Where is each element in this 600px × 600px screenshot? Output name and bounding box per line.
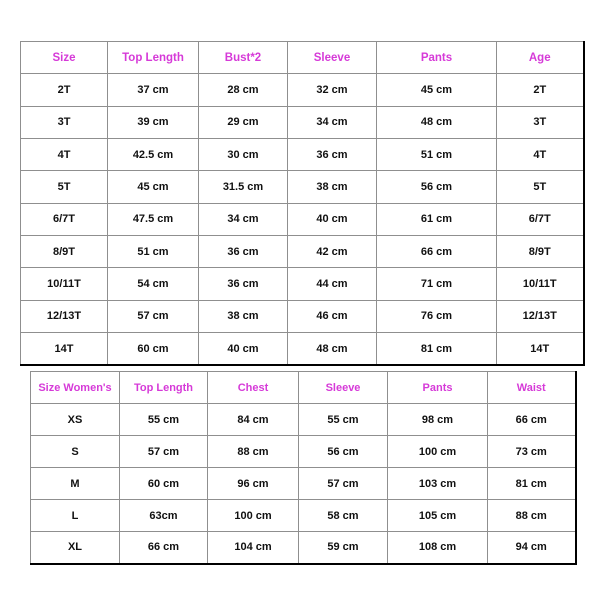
kids-table-cell: 34 cm xyxy=(288,106,377,138)
kids-table-cell: 4T xyxy=(497,139,584,171)
kids-table-cell: 36 cm xyxy=(199,268,288,300)
kids-table-cell: 66 cm xyxy=(377,236,497,268)
kids-table-row xyxy=(21,106,584,138)
kids-table-cell: 47.5 cm xyxy=(108,203,199,235)
kids-table-cell: 28 cm xyxy=(199,74,288,106)
kids-table-cell: 32 cm xyxy=(288,74,377,106)
women-table-cell: L xyxy=(31,500,120,532)
kids-table-cell: 54 cm xyxy=(108,268,199,300)
women-table-cell: 55 cm xyxy=(299,404,388,436)
kids-table-cell: 45 cm xyxy=(108,171,199,203)
kids-table-cell: 45 cm xyxy=(377,74,497,106)
women-header-row xyxy=(31,372,576,404)
kids-table-cell: 12/13T xyxy=(497,300,584,332)
women-table-cell: 84 cm xyxy=(208,404,299,436)
women-header-cell: Top Length xyxy=(120,372,208,404)
kids-table-cell: 4T xyxy=(21,139,108,171)
kids-table-cell: 29 cm xyxy=(199,106,288,138)
women-size-table xyxy=(30,371,577,565)
kids-table-row xyxy=(21,236,584,268)
women-header-cell: Waist xyxy=(488,372,576,404)
kids-table-cell: 51 cm xyxy=(108,236,199,268)
women-table-row xyxy=(31,404,576,436)
kids-table-cell: 14T xyxy=(21,333,108,365)
kids-table-cell: 40 cm xyxy=(288,203,377,235)
kids-table-cell: 38 cm xyxy=(199,300,288,332)
kids-table-cell: 81 cm xyxy=(377,333,497,365)
women-table-cell: 58 cm xyxy=(299,500,388,532)
kids-table-cell: 42 cm xyxy=(288,236,377,268)
kids-table-cell: 42.5 cm xyxy=(108,139,199,171)
women-header-cell: Sleeve xyxy=(299,372,388,404)
kids-table-cell: 39 cm xyxy=(108,106,199,138)
kids-table-cell: 2T xyxy=(21,74,108,106)
women-table-row xyxy=(31,436,576,468)
kids-table-cell: 76 cm xyxy=(377,300,497,332)
kids-header-cell: Sleeve xyxy=(288,42,377,74)
kids-header-cell: Age xyxy=(497,42,584,74)
kids-table-row xyxy=(21,139,584,171)
kids-table-cell: 12/13T xyxy=(21,300,108,332)
women-header-cell: Chest xyxy=(208,372,299,404)
kids-table-cell: 36 cm xyxy=(288,139,377,171)
kids-table-cell: 3T xyxy=(21,106,108,138)
women-table-cell: 103 cm xyxy=(388,468,488,500)
women-table-cell: 96 cm xyxy=(208,468,299,500)
women-table-cell: 57 cm xyxy=(299,468,388,500)
women-table-cell: 94 cm xyxy=(488,532,576,564)
kids-header-cell: Size xyxy=(21,42,108,74)
women-table-cell: 104 cm xyxy=(208,532,299,564)
kids-table-cell: 8/9T xyxy=(497,236,584,268)
kids-table-cell: 61 cm xyxy=(377,203,497,235)
women-table-cell: 66 cm xyxy=(120,532,208,564)
women-table-cell: M xyxy=(31,468,120,500)
kids-table-cell: 14T xyxy=(497,333,584,365)
kids-table-cell: 36 cm xyxy=(199,236,288,268)
kids-table-cell: 6/7T xyxy=(497,203,584,235)
women-header-cell: Size Women's xyxy=(31,372,120,404)
kids-table-row xyxy=(21,203,584,235)
women-table-cell: 63cm xyxy=(120,500,208,532)
kids-table-cell: 48 cm xyxy=(288,333,377,365)
women-table-row xyxy=(31,500,576,532)
women-table-row xyxy=(31,468,576,500)
kids-table-row xyxy=(21,300,584,332)
kids-table-row xyxy=(21,74,584,106)
kids-table-cell: 56 cm xyxy=(377,171,497,203)
kids-table-cell: 10/11T xyxy=(497,268,584,300)
kids-table-cell: 30 cm xyxy=(199,139,288,171)
kids-table-cell: 31.5 cm xyxy=(199,171,288,203)
women-table-cell: 88 cm xyxy=(208,436,299,468)
kids-table-cell: 51 cm xyxy=(377,139,497,171)
kids-header-cell: Pants xyxy=(377,42,497,74)
kids-table-row xyxy=(21,268,584,300)
kids-table-cell: 5T xyxy=(497,171,584,203)
kids-table-cell: 34 cm xyxy=(199,203,288,235)
women-table-cell: 105 cm xyxy=(388,500,488,532)
kids-table-cell: 71 cm xyxy=(377,268,497,300)
women-table-cell: 60 cm xyxy=(120,468,208,500)
women-table-cell: 100 cm xyxy=(208,500,299,532)
women-table-cell: XS xyxy=(31,404,120,436)
women-table-cell: 66 cm xyxy=(488,404,576,436)
kids-table-cell: 57 cm xyxy=(108,300,199,332)
women-table-cell: 57 cm xyxy=(120,436,208,468)
women-table-cell: 88 cm xyxy=(488,500,576,532)
kids-table-cell: 8/9T xyxy=(21,236,108,268)
women-table-cell: 59 cm xyxy=(299,532,388,564)
kids-table-cell: 46 cm xyxy=(288,300,377,332)
kids-table-cell: 2T xyxy=(497,74,584,106)
kids-table-cell: 37 cm xyxy=(108,74,199,106)
women-table-cell: 56 cm xyxy=(299,436,388,468)
women-table-cell: 55 cm xyxy=(120,404,208,436)
kids-table-cell: 60 cm xyxy=(108,333,199,365)
kids-size-table xyxy=(20,41,585,366)
women-table-cell: 98 cm xyxy=(388,404,488,436)
kids-table-cell: 5T xyxy=(21,171,108,203)
kids-table-cell: 10/11T xyxy=(21,268,108,300)
kids-table-cell: 38 cm xyxy=(288,171,377,203)
women-header-cell: Pants xyxy=(388,372,488,404)
kids-table-cell: 44 cm xyxy=(288,268,377,300)
women-table-cell: XL xyxy=(31,532,120,564)
kids-table-row xyxy=(21,333,584,365)
women-table-cell: S xyxy=(31,436,120,468)
kids-header-cell: Top Length xyxy=(108,42,199,74)
kids-table-cell: 3T xyxy=(497,106,584,138)
women-table-cell: 100 cm xyxy=(388,436,488,468)
kids-header-row xyxy=(21,42,584,74)
kids-table-cell: 48 cm xyxy=(377,106,497,138)
kids-header-cell: Bust*2 xyxy=(199,42,288,74)
women-table-cell: 81 cm xyxy=(488,468,576,500)
women-table-row xyxy=(31,532,576,564)
kids-table-row xyxy=(21,171,584,203)
kids-table-cell: 6/7T xyxy=(21,203,108,235)
kids-table-cell: 40 cm xyxy=(199,333,288,365)
women-table-cell: 73 cm xyxy=(488,436,576,468)
women-table-cell: 108 cm xyxy=(388,532,488,564)
